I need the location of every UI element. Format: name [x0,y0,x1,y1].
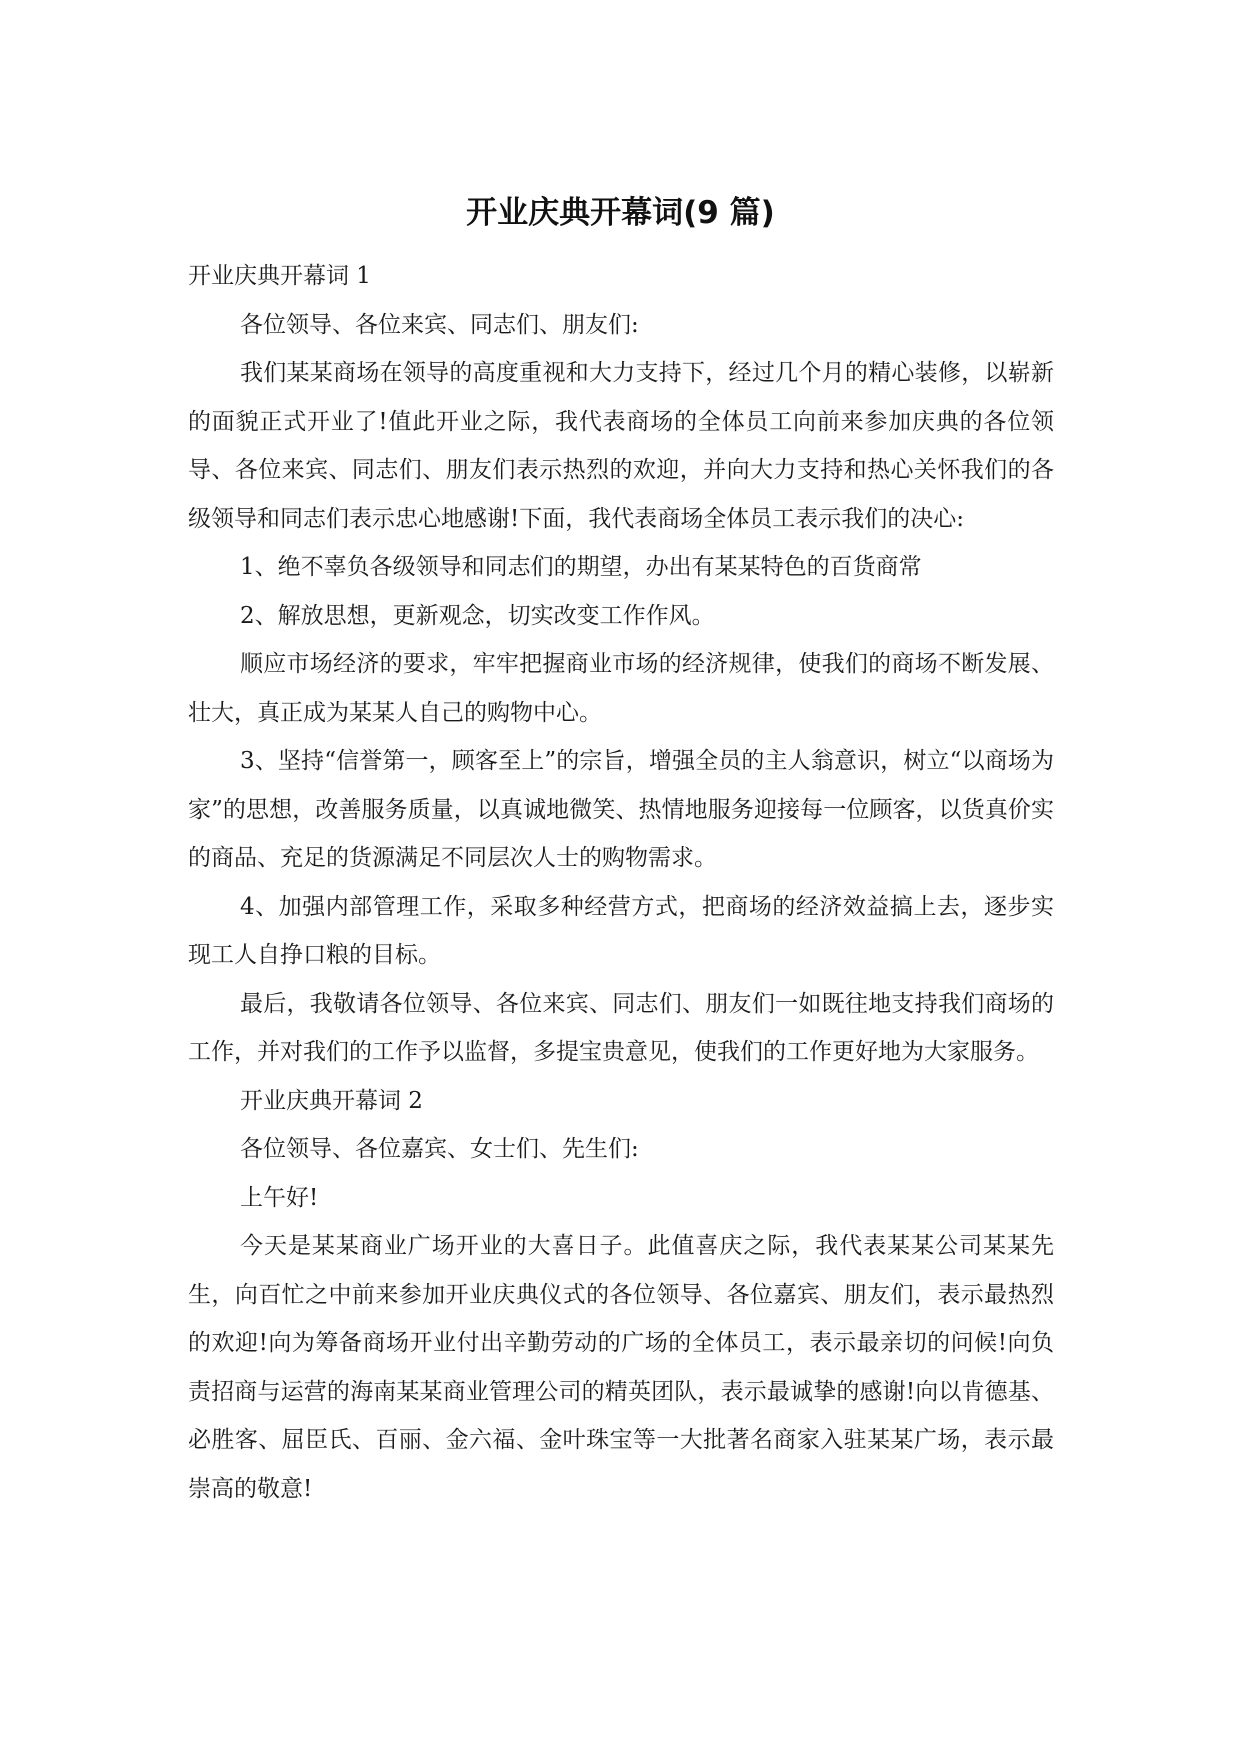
section-heading-2: 开业庆典开幕词 2 [240,1087,423,1114]
list-item: 4、加强内部管理工作，采取多种经营方式，把商场的经济效益搞上去，逐步实现工人自挣口粮的目标。 [188,893,1054,968]
document-title: 开业庆典开幕词(9 篇) [466,195,775,231]
body-paragraph: 最后，我敬请各位领导、各位来宾、同志们、朋友们一如既往地支持我们商场的工作，并对我们的工作予以监督，多提宝贵意见，使我们的工作更好地为大家服务。 [188,990,1054,1065]
list-item: 2、解放思想，更新观念，切实改变工作作风。 [240,602,715,629]
list-item: 1、绝不辜负各级领导和同志们的期望，办出有某某特色的百货商常 [240,554,922,580]
list-item: 3、坚持“信誉第一，顾客至上”的宗旨，增强全员的主人翁意识，树立“以商场为家”的思想，改善服务质量，以真诚地微笑、热情地服务迎接每一位顾客，以货真价实的商品、充足的货源满足不同层次人士的购物需求。 [188,748,1054,871]
body-paragraph: 今天是某某商业广场开业的大喜日子。此值喜庆之际，我代表某某公司某某先生，向百忙之中前来参加开业庆典仪式的各位领导、各位嘉宾、朋友们，表示最热烈的欢迎!向为筹备商场开业付出辛勤劳动的广场的全体员工，表示最亲切的问候!向负责招商与运营的海南某某商业管理公司的精英团队，表示最诚挚的感谢!向以肯德基、必胜客、屈臣氏、百丽、金六福、金叶珠宝等一大批著名商家入驻某某广场，表示最崇高的敬意! [188,1233,1054,1502]
document-body [188,252,1054,1513]
salutation-paragraph: 各位领导、各位来宾、同志们、朋友们: [240,311,639,338]
greeting-paragraph: 上午好! [240,1184,319,1211]
body-paragraph: 我们某某商场在领导的高度重视和大力支持下，经过几个月的精心装修，以崭新的面貌正式开业了!值此开业之际，我代表商场的全体员工向前来参加庆典的各位领导、各位来宾、同志们、朋友们表示热烈的欢迎，并向大力支持和热心关怀我们的各级领导和同志们表示忠心地感谢!下面，我代表商场全体员工表示我们的决心: [188,360,1054,532]
salutation-paragraph: 各位领导、各位嘉宾、女士们、先生们: [240,1136,639,1162]
body-paragraph: 顺应市场经济的要求，牢牢把握商业市场的经济规律，使我们的商场不断发展、壮大，真正成为某某人自己的购物中心。 [188,651,1054,726]
section-heading-1: 开业庆典开幕词 1 [188,263,371,289]
